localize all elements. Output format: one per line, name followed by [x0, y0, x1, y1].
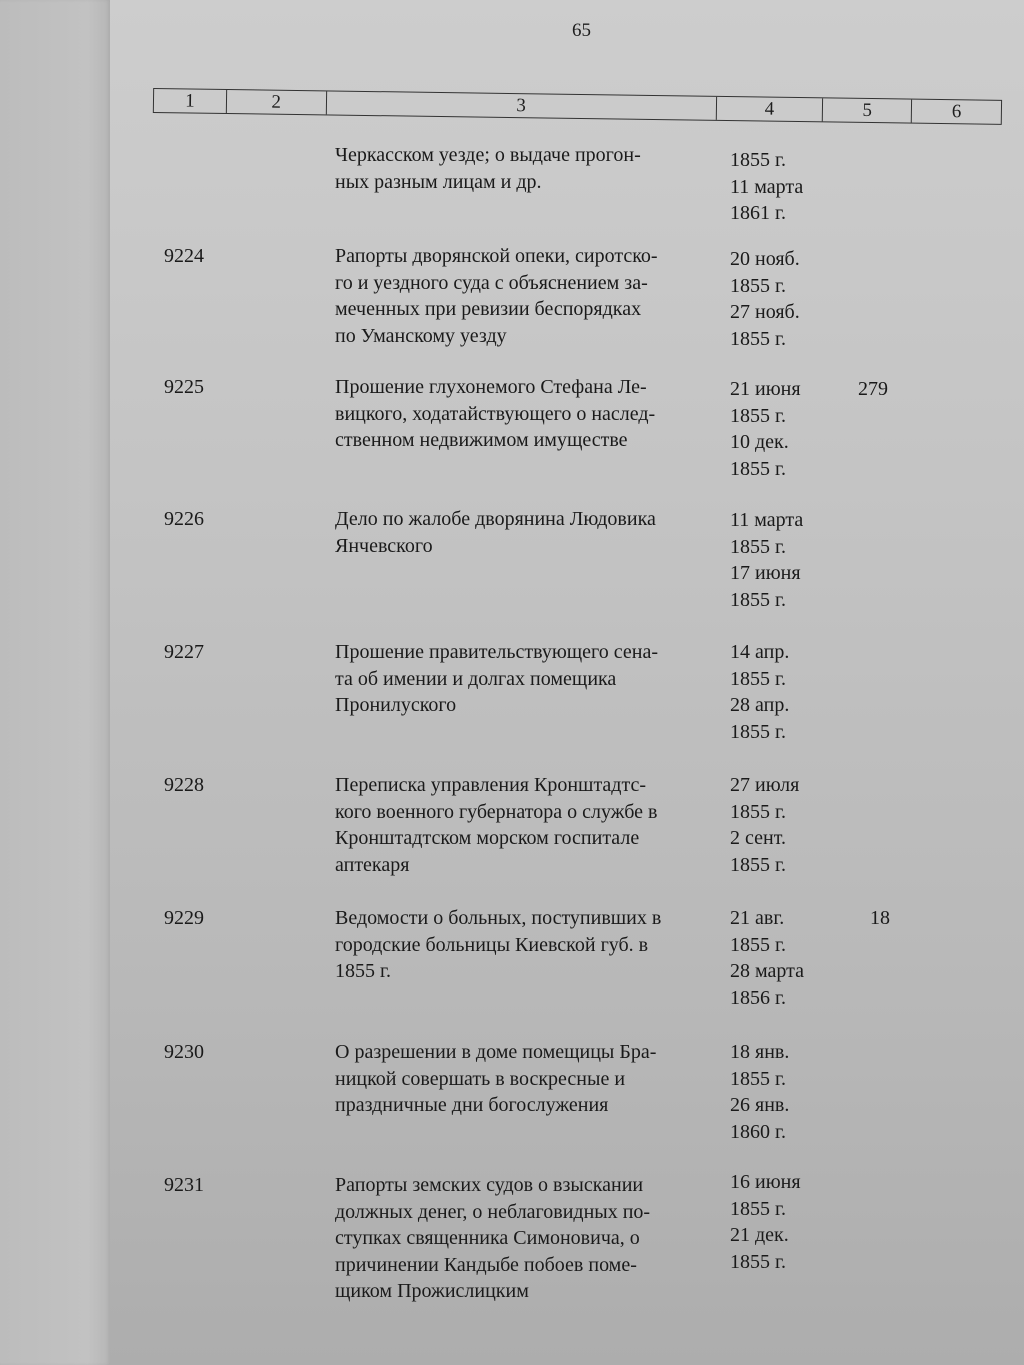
entry-description: [335, 639, 720, 719]
date-line: 1855 г.: [730, 667, 786, 690]
description-line: кого военного губернатора о службе в: [335, 800, 658, 823]
date-line: 11 марта: [730, 175, 804, 198]
entry-number: 9227: [164, 641, 204, 663]
date-line: 20 нояб.: [730, 248, 800, 270]
entry-number: 9230: [164, 1041, 204, 1063]
description-line: та об имении и долгах помещика: [335, 667, 617, 690]
entry-description: [335, 142, 720, 195]
date-line: 21 дек.: [730, 1224, 789, 1246]
date-line: 1855 г.: [730, 800, 786, 823]
date-line: 27 июля: [730, 774, 800, 796]
entry-dates: [730, 639, 789, 745]
date-line: 17 июня: [730, 562, 801, 584]
date-line: 14 апр.: [730, 641, 790, 663]
entry-dates: [730, 246, 800, 352]
description-line: Рапорты земских судов о взыскании: [335, 1174, 644, 1196]
description-line: по Уманскому уезду: [335, 324, 507, 347]
entry-dates: [730, 772, 799, 878]
description-line: Пронилуского: [335, 694, 457, 716]
entry-description: [335, 772, 720, 878]
description-line: щиком Прожислицким: [335, 1280, 529, 1302]
date-line: 1855 г.: [730, 274, 786, 297]
entry-description: [335, 506, 720, 559]
date-line: 1855 г.: [730, 404, 786, 427]
entry-number: 9225: [164, 376, 204, 398]
date-line: 28 апр.: [730, 694, 790, 716]
date-line: 1855 г.: [730, 457, 786, 480]
column-header-1: 1: [154, 89, 227, 113]
column-header-6: 6: [951, 100, 962, 122]
entry-dates: [730, 1169, 801, 1275]
entry-dates: [730, 1039, 789, 1145]
entry-number: 9229: [164, 907, 204, 929]
description-line: праздничные дни богослужения: [335, 1094, 609, 1116]
column-header-2: 2: [227, 90, 327, 114]
date-line: 21 авг.: [730, 907, 785, 929]
entry-number: 9224: [164, 245, 204, 267]
column-header-5: 5: [823, 98, 912, 122]
date-line: 1855 г.: [730, 853, 786, 876]
entry-number: 9226: [164, 508, 204, 530]
description-line: Черкасском уезде; о выдаче прогон-: [335, 144, 641, 166]
entry-dates: [730, 905, 804, 1011]
description-line: Переписка управления Кронштадтс-: [335, 774, 646, 796]
entry-number: 9231: [164, 1174, 204, 1196]
entry-sheets: 18: [870, 907, 890, 929]
entry-dates: [730, 147, 803, 227]
date-line: 28 марта: [730, 960, 804, 982]
description-line: Дело по жалобе дворянина Людовика: [335, 508, 656, 530]
date-line: 1861 г.: [730, 202, 786, 224]
description-line: 1855 г.: [335, 960, 391, 982]
description-line: Прошение глухонемого Стефана Ле-: [335, 376, 647, 398]
date-line: 18 янв.: [730, 1041, 790, 1063]
date-line: 1855 г.: [730, 588, 786, 611]
description-line: меченных при ревизии беспорядках: [335, 298, 642, 320]
description-line: Кронштадтском морском госпитале: [335, 827, 640, 849]
entry-description: [335, 905, 720, 985]
entry-description: [335, 1172, 720, 1305]
date-line: 11 марта: [730, 509, 804, 531]
date-line: 1855 г.: [730, 149, 786, 171]
column-header-row: [153, 88, 1002, 125]
date-line: 1855 г.: [730, 1067, 786, 1090]
description-line: го и уездного суда с объяснением за-: [335, 271, 648, 294]
page-gutter: [0, 0, 110, 1365]
entry-dates: [730, 507, 803, 613]
description-line: ственном недвижимом имуществе: [335, 429, 628, 451]
column-header-3: 3: [326, 91, 716, 119]
entry-sheets: 279: [858, 378, 888, 400]
entry-description: [335, 374, 720, 454]
entry-description: [335, 1039, 720, 1119]
date-line: 1855 г.: [730, 720, 786, 743]
description-line: Ведомости о больных, поступивших в: [335, 907, 662, 929]
description-line: городские больницы Киевской губ. в: [335, 933, 649, 956]
date-line: 1860 г.: [730, 1120, 786, 1143]
page-number: 65: [572, 20, 591, 41]
description-line: ницкой совершать в воскресные и: [335, 1067, 626, 1090]
description-line: вицкого, ходатайствующего о наслед-: [335, 402, 656, 425]
date-line: 27 нояб.: [730, 301, 800, 323]
entry-description: [335, 243, 720, 349]
description-line: причинении Кандыбе побоев поме-: [335, 1253, 637, 1276]
date-line: 1855 г.: [730, 1197, 786, 1220]
description-line: ных разным лицам и др.: [335, 170, 542, 193]
description-line: О разрешении в доме помещицы Бра-: [335, 1041, 657, 1063]
description-line: аптекаря: [335, 853, 410, 876]
description-line: ступках священника Симоновича, о: [335, 1227, 640, 1249]
column-header-4: 4: [716, 97, 823, 121]
date-line: 10 дек.: [730, 431, 789, 453]
date-line: 1855 г.: [730, 535, 786, 558]
date-line: 1855 г.: [730, 1250, 786, 1273]
entry-number: 9228: [164, 774, 204, 796]
date-line: 26 янв.: [730, 1094, 790, 1116]
description-line: Янчевского: [335, 534, 433, 557]
date-line: 1855 г.: [730, 327, 786, 350]
date-line: 2 сент.: [730, 827, 786, 849]
description-line: должных денег, о неблаговидных по-: [335, 1200, 651, 1223]
entry-dates: [730, 376, 801, 482]
description-line: Рапорты дворянской опеки, сиротско-: [335, 245, 658, 267]
date-line: 21 июня: [730, 378, 801, 400]
description-line: Прошение правительствующего сена-: [335, 641, 658, 663]
date-line: 1855 г.: [730, 933, 786, 956]
date-line: 16 июня: [730, 1171, 801, 1193]
date-line: 1856 г.: [730, 986, 786, 1009]
